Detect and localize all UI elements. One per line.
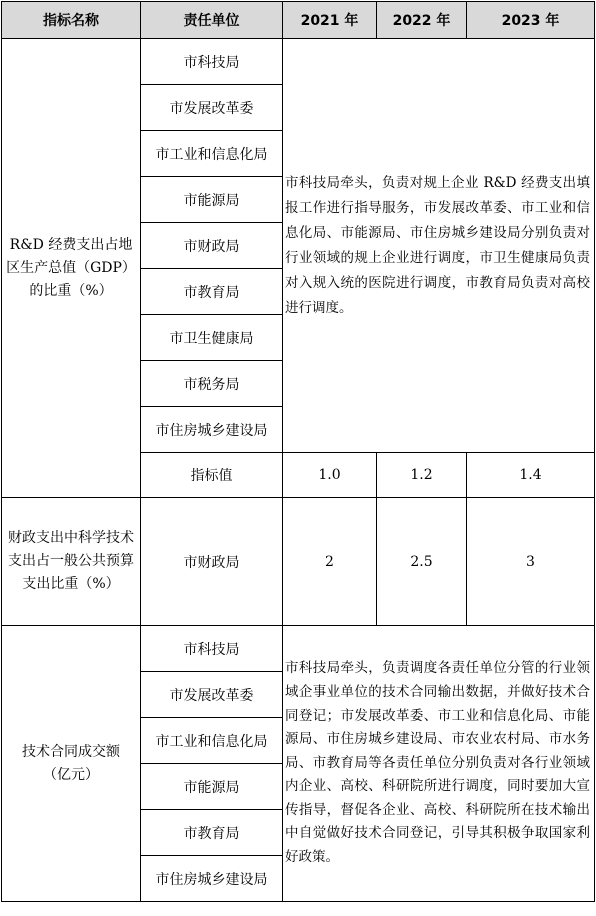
unit-cell: 市教育局 (141, 810, 283, 856)
indicator-rd: R&D 经费支出占地区生产总值（GDP）的比重（%） (2, 39, 141, 498)
unit-cell: 市住房城乡建设局 (141, 407, 283, 453)
target-2021: 1.0 (283, 453, 377, 498)
unit-cell: 市教育局 (141, 269, 283, 315)
table-row (2, 39, 595, 85)
fin-value-2022: 2.5 (377, 498, 467, 626)
unit-cell: 市卫生健康局 (141, 315, 283, 361)
table-row (2, 626, 595, 672)
rd-note: 市科技局牵头，负责对规上企业 R&D 经费支出填报工作进行指导服务，市发展改革委、市工业和信息化局、市能源局、市住房城乡建设局分别负责对行业领域的规上企业进行调度，市卫生健康局负责对入规入统的医院进行调度，市教育局负责对高校进行调度。 (283, 39, 595, 453)
target-label: 指标值 (141, 453, 283, 498)
indicator-table (1, 1, 595, 902)
indicator-tech: 技术合同成交额（亿元） (2, 626, 141, 902)
unit-cell: 市税务局 (141, 361, 283, 407)
unit-cell: 市科技局 (141, 626, 283, 672)
unit-cell: 市发展改革委 (141, 672, 283, 718)
unit-cell: 市发展改革委 (141, 85, 283, 131)
unit-cell: 市能源局 (141, 764, 283, 810)
unit-cell: 市科技局 (141, 39, 283, 85)
unit-cell: 市能源局 (141, 177, 283, 223)
unit-cell: 市财政局 (141, 498, 283, 626)
unit-cell: 市工业和信息化局 (141, 131, 283, 177)
table-row (2, 498, 595, 626)
target-2022: 1.2 (377, 453, 467, 498)
fin-value-2021: 2 (283, 498, 377, 626)
fin-value-2023: 3 (467, 498, 595, 626)
tech-note: 市科技局牵头，负责调度各责任单位分管的行业领域企事业单位的技术合同输出数据，并做好技术合同登记；市发展改革委、市工业和信息化局、市能源局、市住房城乡建设局、市农业农村局、市水务局、市教育局等各责任单位分别负责对各行业领域内企业、高校、科研院所进行调度，同时要加大宣传指导，督促各企业、高校、科研院所在技术输出中自觉做好技术合同登记，引导其积极争取国家利好政策。 (283, 626, 595, 902)
header-responsible-unit: 责任单位 (141, 2, 283, 39)
indicator-fin: 财政支出中科学技术支出占一般公共预算支出比重（%） (2, 498, 141, 626)
unit-cell: 市住房城乡建设局 (141, 856, 283, 902)
header-year-2022: 2022 年 (377, 2, 467, 39)
target-2023: 1.4 (467, 453, 595, 498)
header-year-2023: 2023 年 (467, 2, 595, 39)
header-row (2, 2, 595, 39)
header-year-2021: 2021 年 (283, 2, 377, 39)
header-indicator-name: 指标名称 (2, 2, 141, 39)
unit-cell: 市财政局 (141, 223, 283, 269)
unit-cell: 市工业和信息化局 (141, 718, 283, 764)
